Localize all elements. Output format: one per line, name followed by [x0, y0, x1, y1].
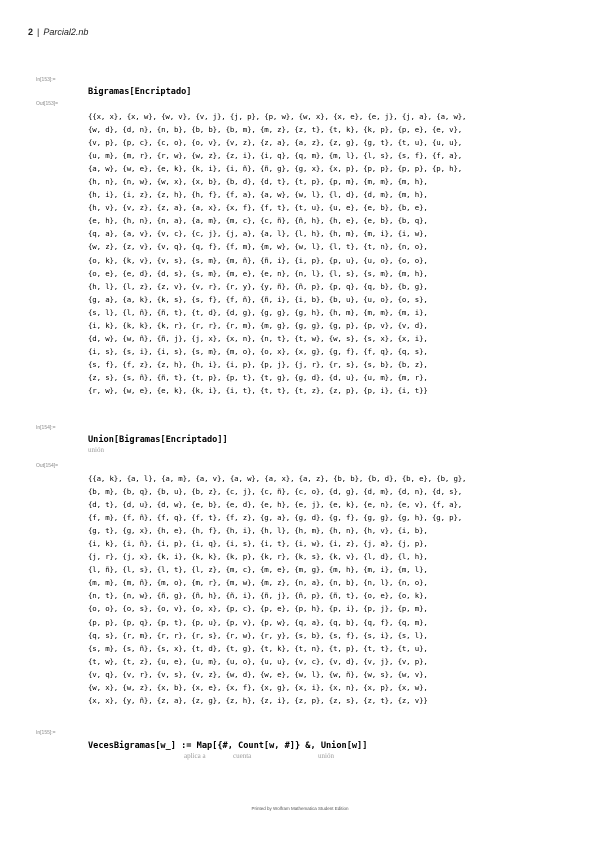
- output-line: {i, k}, {k, k}, {k, r}, {r, r}, {r, m}, {m, g}, {g, g}, {g, p}, {p, v}, {v, d},: [88, 320, 428, 330]
- output-line: {t, w}, {t, z}, {u, e}, {u, m}, {u, o}, {u, u}, {v, c}, {v, d}, {v, j}, {v, p},: [88, 656, 428, 666]
- output-line: {n, t}, {n, w}, {ñ, g}, {ñ, h}, {ñ, i}, {ñ, j}, {ñ, p}, {ñ, t}, {o, e}, {o, k},: [88, 591, 428, 601]
- output-line: {h, n}, {n, w}, {w, x}, {x, b}, {b, d}, {d, t}, {t, p}, {p, m}, {m, m}, {m, h},: [88, 177, 428, 187]
- output-line: {d, w}, {w, ñ}, {ñ, j}, {j, x}, {x, n}, {n, t}, {t, w}, {w, s}, {s, x}, {x, i},: [88, 333, 428, 343]
- page-header: [28, 27, 88, 37]
- output-line: {l, ñ}, {l, s}, {l, t}, {l, z}, {m, c}, {m, e}, {m, g}, {m, h}, {m, i}, {m, l},: [88, 565, 428, 575]
- output-line: {h, i}, {i, z}, {z, h}, {h, f}, {f, a}, {a, w}, {w, l}, {l, d}, {d, m}, {m, h},: [88, 190, 428, 200]
- output-line: {x, x}, {y, ñ}, {z, a}, {z, g}, {z, h}, {z, i}, {z, p}, {z, s}, {z, t}, {z, v}}: [88, 695, 428, 705]
- function-hint-union: unión: [318, 752, 334, 760]
- output-line: {{a, k}, {a, l}, {a, m}, {a, v}, {a, w}, {a, x}, {a, z}, {b, b}, {b, d}, {b, e}, {b, g},: [88, 474, 467, 483]
- output-line: {f, m}, {f, ñ}, {f, q}, {f, t}, {f, z}, {g, a}, {g, d}, {g, f}, {g, g}, {g, h}, {g, p},: [88, 513, 463, 523]
- output-cell-153: [88, 110, 518, 397]
- output-line: {v, p}, {p, c}, {c, o}, {o, v}, {v, z}, {z, a}, {a, z}, {z, g}, {g, t}, {t, u}, {u, u},: [88, 138, 463, 148]
- output-line: {o, o}, {o, s}, {o, v}, {o, x}, {p, c}, {p, e}, {p, h}, {p, i}, {p, j}, {p, m},: [88, 604, 428, 614]
- output-line: {p, p}, {p, q}, {p, t}, {p, u}, {p, v}, {p, w}, {q, a}, {q, b}, {q, f}, {q, m},: [88, 617, 428, 627]
- function-hint-count: cuenta: [233, 752, 252, 760]
- output-line: {j, r}, {j, x}, {k, i}, {k, k}, {k, p}, {k, r}, {k, s}, {k, v}, {l, d}, {l, h},: [88, 552, 428, 562]
- output-line: {r, w}, {w, e}, {e, k}, {k, i}, {i, t}, {t, t}, {t, z}, {z, p}, {p, i}, {i, t}}: [88, 385, 428, 395]
- output-line: {d, t}, {d, u}, {d, w}, {e, b}, {e, d}, {e, h}, {e, j}, {e, k}, {e, n}, {e, v}, {f, a},: [88, 500, 463, 510]
- input-label-153: In[153]:=: [36, 77, 56, 83]
- output-line: {o, e}, {e, d}, {d, s}, {s, m}, {m, e}, {e, n}, {n, l}, {l, s}, {s, m}, {m, h},: [88, 268, 428, 278]
- input-label-154: In[154]:=: [36, 425, 56, 431]
- output-line: {{x, x}, {x, w}, {w, v}, {v, j}, {j, p}, {p, w}, {w, x}, {x, e}, {e, j}, {j, a}, {a, w},: [88, 112, 467, 121]
- function-hint-union: unión: [88, 446, 104, 454]
- output-line: {w, d}, {d, n}, {n, b}, {b, b}, {b, m}, {m, z}, {z, t}, {t, k}, {k, p}, {p, e}, {e, v},: [88, 125, 463, 135]
- output-line: {q, a}, {a, v}, {v, c}, {c, j}, {j, a}, {a, l}, {l, h}, {h, m}, {m, i}, {i, w},: [88, 229, 428, 239]
- output-line: {s, m}, {s, ñ}, {s, x}, {t, d}, {t, g}, {t, k}, {t, n}, {t, p}, {t, t}, {t, u},: [88, 643, 428, 653]
- print-footer: Printed by Wolfram Mathematica Student Edition: [251, 806, 349, 811]
- output-line: {u, m}, {m, r}, {r, w}, {w, z}, {z, i}, {i, q}, {q, m}, {m, l}, {l, s}, {s, f}, {f, a},: [88, 151, 463, 161]
- output-line: {s, l}, {l, ñ}, {ñ, t}, {t, d}, {d, g}, {g, g}, {g, h}, {h, m}, {m, m}, {m, i},: [88, 307, 428, 317]
- output-line: {a, w}, {w, e}, {e, k}, {k, i}, {i, ñ}, {ñ, g}, {g, x}, {x, p}, {p, p}, {p, p}, {p, h},: [88, 164, 463, 174]
- output-line: {e, h}, {h, n}, {n, a}, {a, m}, {m, c}, {c, ñ}, {ñ, h}, {h, e}, {e, b}, {b, q},: [88, 216, 428, 226]
- output-line: {s, f}, {f, z}, {z, h}, {h, i}, {i, p}, {p, j}, {j, r}, {r, s}, {s, b}, {b, z},: [88, 359, 428, 369]
- function-hint-map: aplica a: [184, 752, 206, 760]
- notebook-filename: Parcial2.nb: [43, 27, 89, 37]
- input-cell-154[interactable]: Union[Bigramas[Encriptado]]: [88, 435, 228, 445]
- output-label-154: Out[154]=: [36, 463, 59, 469]
- header-separator: |: [37, 27, 40, 37]
- output-line: {i, s}, {s, i}, {i, s}, {s, m}, {m, o}, {o, x}, {x, g}, {g, f}, {f, q}, {q, s},: [88, 346, 428, 356]
- output-line: {v, q}, {v, r}, {v, s}, {v, z}, {w, d}, {w, e}, {w, l}, {w, ñ}, {w, s}, {w, v},: [88, 669, 428, 679]
- output-line: {b, m}, {b, q}, {b, u}, {b, z}, {c, j}, {c, ñ}, {c, o}, {d, g}, {d, m}, {d, n}, {d, s},: [88, 487, 463, 497]
- input-cell-155[interactable]: VecesBigramas[w_] := Map[{#, Count[w, #]} &, Union[w]]: [88, 741, 368, 751]
- output-line: {o, k}, {k, v}, {v, s}, {s, m}, {m, ñ}, {ñ, i}, {i, p}, {p, u}, {u, o}, {o, o},: [88, 255, 428, 265]
- output-line: {h, v}, {v, z}, {z, a}, {a, x}, {x, f}, {f, t}, {t, u}, {u, e}, {e, b}, {b, e},: [88, 203, 428, 213]
- output-label-153: Out[153]=: [36, 101, 59, 107]
- output-line: {z, s}, {s, ñ}, {ñ, t}, {t, p}, {p, t}, {t, g}, {g, d}, {d, u}, {u, m}, {m, r},: [88, 372, 428, 382]
- output-line: {i, k}, {i, ñ}, {i, p}, {i, q}, {i, s}, {i, t}, {i, w}, {i, z}, {j, a}, {j, p},: [88, 539, 428, 549]
- output-line: {w, x}, {w, z}, {x, b}, {x, e}, {x, f}, {x, g}, {x, i}, {x, n}, {x, p}, {x, w},: [88, 682, 428, 692]
- output-line: {g, a}, {a, k}, {k, s}, {s, f}, {f, ñ}, {ñ, i}, {i, b}, {b, u}, {u, o}, {o, s},: [88, 294, 428, 304]
- output-line: {q, s}, {r, m}, {r, r}, {r, s}, {r, w}, {r, y}, {s, b}, {s, f}, {s, i}, {s, l},: [88, 630, 428, 640]
- output-line: {m, m}, {m, ñ}, {m, o}, {m, r}, {m, w}, {m, z}, {n, a}, {n, b}, {n, l}, {n, o},: [88, 578, 428, 588]
- output-line: {g, t}, {g, x}, {h, e}, {h, f}, {h, i}, {h, l}, {h, m}, {h, n}, {h, v}, {i, b},: [88, 526, 428, 536]
- input-cell-153[interactable]: Bigramas[Encriptado]: [88, 87, 192, 97]
- output-cell-154: [88, 472, 518, 707]
- input-label-155: In[155]:=: [36, 730, 56, 736]
- page-number: 2: [28, 27, 34, 37]
- output-line: {h, l}, {l, z}, {z, v}, {v, r}, {r, y}, {y, ñ}, {ñ, p}, {p, q}, {q, b}, {b, g},: [88, 281, 428, 291]
- output-line: {w, z}, {z, v}, {v, q}, {q, f}, {f, m}, {m, w}, {w, l}, {l, t}, {t, n}, {n, o},: [88, 242, 428, 252]
